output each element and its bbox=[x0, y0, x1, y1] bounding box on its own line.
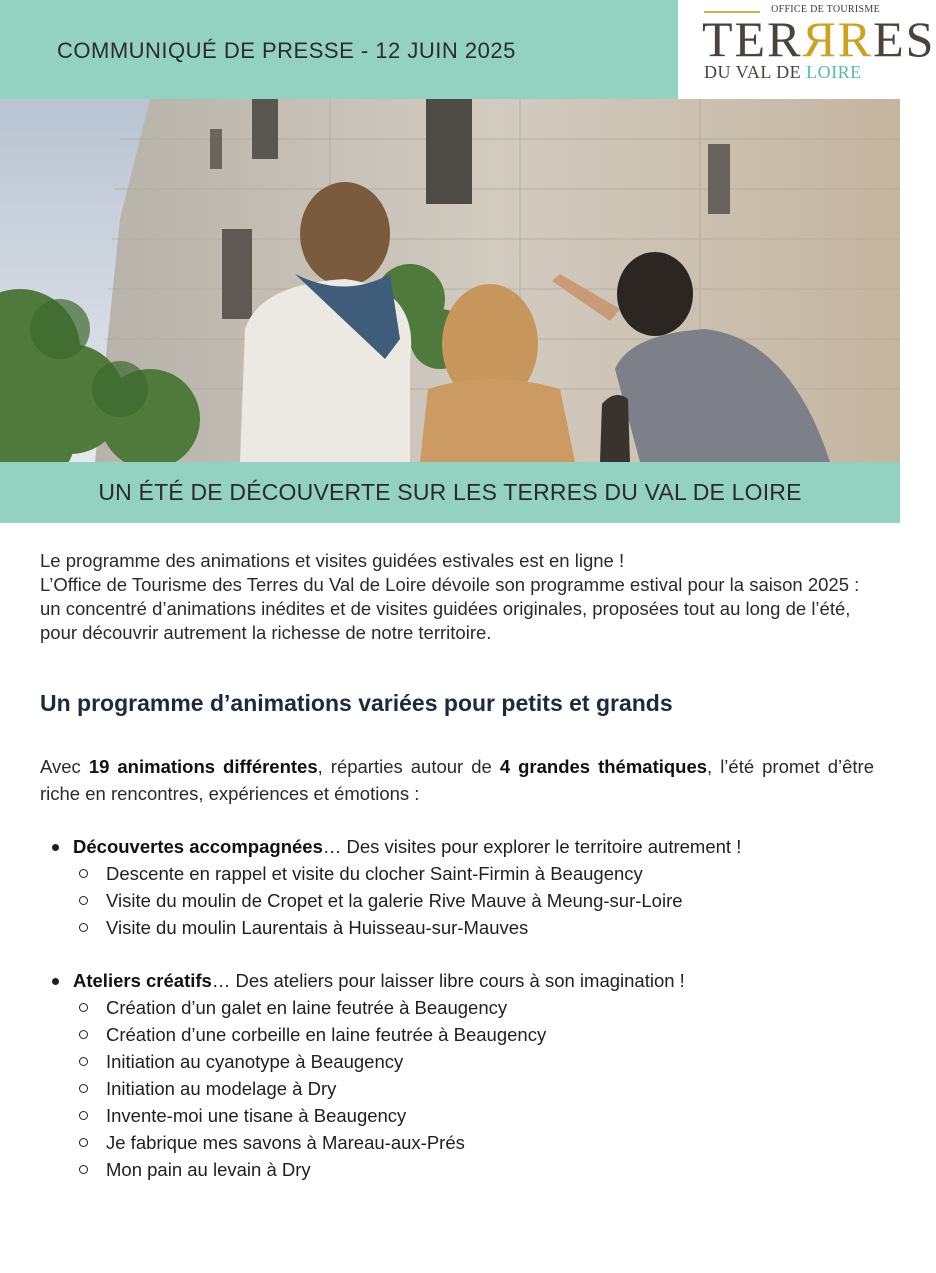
bullet-disc-icon bbox=[52, 978, 59, 985]
activity-label: Je fabrique mes savons à Mareau-aux-Prés bbox=[106, 1132, 465, 1153]
activity-item bbox=[73, 887, 880, 914]
activity-item bbox=[73, 914, 880, 941]
activity-label: Visite du moulin de Cropet et la galerie Rive Mauve à Meung-sur-Loire bbox=[106, 890, 683, 911]
theme-item bbox=[40, 833, 880, 941]
lead-text-3: , l’été promet d’être riche en rencontres, expériences et émotions : bbox=[40, 756, 874, 804]
bullet-circle-icon bbox=[79, 1084, 88, 1093]
theme-activities bbox=[73, 994, 880, 1183]
theme-title: Découvertes accompagnées bbox=[73, 836, 323, 857]
section-lead bbox=[40, 753, 874, 807]
theme-title: Ateliers créatifs bbox=[73, 970, 212, 991]
bullet-circle-icon bbox=[79, 923, 88, 932]
logo-name-part3: ES bbox=[873, 11, 936, 67]
lead-text-1: Avec bbox=[40, 756, 89, 777]
activity-item bbox=[73, 994, 880, 1021]
theme-desc: … Des ateliers pour laisser libre cours à son imagination ! bbox=[211, 970, 685, 991]
tourism-office-logo bbox=[678, 0, 936, 99]
activity-item bbox=[73, 1102, 880, 1129]
activity-item bbox=[73, 1021, 880, 1048]
lead-bold-1: 19 animations différentes bbox=[88, 756, 318, 777]
hero-photo bbox=[0, 99, 900, 462]
theme-item bbox=[40, 967, 880, 1183]
activity-item bbox=[73, 1156, 880, 1183]
activity-label: Invente-moi une tisane à Beaugency bbox=[106, 1105, 407, 1126]
bullet-circle-icon bbox=[79, 1165, 88, 1174]
activity-label: Visite du moulin Laurentais à Huisseau-sur-Mauves bbox=[106, 917, 529, 938]
activity-label: Création d’une corbeille en laine feutrée à Beaugency bbox=[106, 1024, 547, 1045]
intro-paragraph bbox=[40, 549, 870, 645]
activity-label: Mon pain au levain à Dry bbox=[106, 1159, 311, 1180]
activity-item bbox=[73, 1075, 880, 1102]
logo-name-part2: ЯR bbox=[802, 11, 874, 67]
lead-text-2: , réparties autour de bbox=[317, 756, 500, 777]
press-release-date: COMMUNIQUÉ DE PRESSE - 12 JUIN 2025 bbox=[57, 38, 516, 63]
logo-region-part2: LOIRE bbox=[806, 62, 862, 82]
bullet-disc-icon bbox=[52, 844, 59, 851]
bullet-circle-icon bbox=[79, 1003, 88, 1012]
bullet-circle-icon bbox=[79, 1057, 88, 1066]
header-band bbox=[0, 0, 678, 99]
intro-line-1: Le programme des animations et visites guidées estivales est en ligne ! bbox=[40, 550, 625, 571]
lead-bold-2: 4 grandes thématiques bbox=[499, 756, 708, 777]
theme-desc: … Des visites pour explorer le territoire autrement ! bbox=[322, 836, 742, 857]
logo-region-part1: DU VAL DE bbox=[704, 62, 807, 82]
activity-item bbox=[73, 1048, 880, 1075]
activity-item bbox=[73, 1129, 880, 1156]
activity-item bbox=[73, 860, 880, 887]
bullet-circle-icon bbox=[79, 1111, 88, 1120]
theme-activities bbox=[73, 860, 880, 941]
themes-list bbox=[40, 833, 880, 1209]
activity-label: Création d’un galet en laine feutrée à Beaugency bbox=[106, 997, 508, 1018]
logo-name bbox=[702, 11, 936, 67]
intro-line-2: L’Office de Tourisme des Terres du Val de Loire dévoile son programme estival pour la saison 2025 : un concentré d’animations inédites et de visites guidées originales, proposées tout au long de l’été, pour découvrir autrement la richesse de notre territoire. bbox=[40, 574, 860, 643]
bullet-circle-icon bbox=[79, 1030, 88, 1039]
title-banner bbox=[0, 462, 900, 523]
bullet-circle-icon bbox=[79, 896, 88, 905]
bullet-circle-icon bbox=[79, 869, 88, 878]
logo-office-text: OFFICE DE TOURISME bbox=[771, 4, 880, 15]
activity-label: Initiation au cyanotype à Beaugency bbox=[106, 1051, 404, 1072]
bullet-circle-icon bbox=[79, 1138, 88, 1147]
section-heading: Un programme d’animations variées pour petits et grands bbox=[40, 690, 673, 716]
activity-label: Initiation au modelage à Dry bbox=[106, 1078, 337, 1099]
main-title: UN ÉTÉ DE DÉCOUVERTE SUR LES TERRES DU VAL DE LOIRE bbox=[98, 479, 802, 505]
activity-label: Descente en rappel et visite du clocher Saint-Firmin à Beaugency bbox=[106, 863, 643, 884]
logo-name-part1: TER bbox=[702, 11, 803, 67]
family-castle-photo bbox=[0, 99, 900, 462]
logo-region bbox=[704, 62, 862, 83]
